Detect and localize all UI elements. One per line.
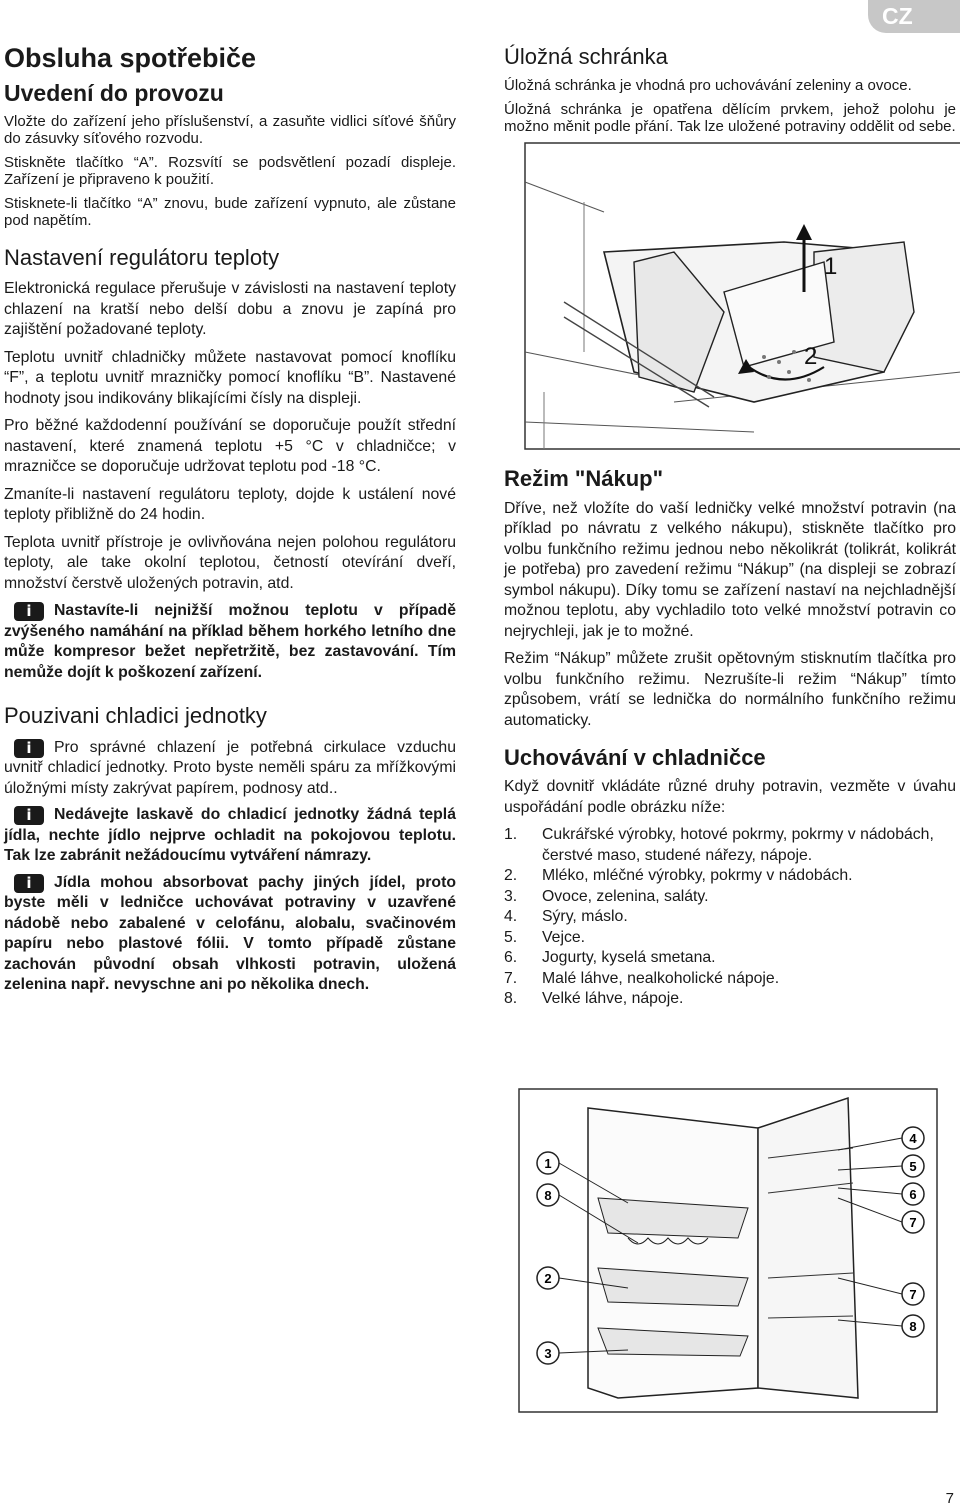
drawer-label-2: 2 bbox=[804, 343, 818, 371]
callout-label: 3 bbox=[544, 1346, 552, 1361]
left-column bbox=[4, 44, 456, 1002]
info-icon: i bbox=[14, 739, 44, 758]
info-icon: i bbox=[14, 602, 44, 621]
page-number: 7 bbox=[945, 1490, 954, 1507]
section-heading-temperature: Nastavení regulátoru teploty bbox=[4, 245, 280, 271]
callout-label: 7 bbox=[909, 1215, 917, 1230]
right-column bbox=[504, 44, 956, 1020]
list-item: 1. Cukrářské výrobky, hotové pokrmy, pokrmy v nádobách, čerstvé maso, studené nářezy, nápoje. bbox=[504, 826, 934, 864]
list-item: 2. Mléko, mléčné výrobky, pokrmy v nádobách. bbox=[504, 867, 853, 885]
note-text: Jídla mohou absorbovat pachy jiných jídel, proto byste měli v ledničce uchovávat potraviny v uzavřené nádobě nebo zabalené v celofánu, alobalu, svačinovém papíru nebo plastové fólii. V tomto případě zůstane zachován původní obsah vlhkosti potravin, uložená zelenina např. nevyschne ani po několika dnech. bbox=[4, 873, 456, 994]
drawer-label-1: 1 bbox=[824, 253, 838, 281]
section-heading-cooling-unit: Pouzivani chladici jednotky bbox=[4, 703, 267, 729]
note-text: Nedávejte laskavě do chladicí jednotky žádná teplá jídla, nechte jídlo nejprve ochladit na pokojovou teplotu. Tak lze zabránit nežádoucímu vytváření námrazy. bbox=[4, 806, 456, 865]
paragraph: Stiskněte tlačítko “A”. Rozsvítí se podsvětlení pozadí displeje. Zařízení je připraveno k použití. bbox=[4, 154, 456, 189]
section-heading-shopping-mode: Režim "Nákup" bbox=[504, 466, 664, 492]
info-note bbox=[4, 738, 456, 800]
drawer-illustration bbox=[524, 142, 960, 452]
list-item: 4. Sýry, máslo. bbox=[504, 908, 628, 926]
info-icon: i bbox=[14, 874, 44, 893]
paragraph: Úložná schránka je vhodná pro uchovávání zeleniny a ovoce. bbox=[504, 77, 912, 95]
callout-label: 6 bbox=[909, 1187, 917, 1202]
list-item: 5. Vejce. bbox=[504, 928, 586, 946]
paragraph: Zmaníte-li nastavení regulátoru teploty, dojde k ustálení nové teploty přibližně do 24 hodin. bbox=[4, 485, 456, 524]
callout-label: 8 bbox=[909, 1319, 917, 1334]
paragraph: Teplota uvnitř přístroje je ovlivňována nejen polohou regulátoru teploty, ale take okolní teplotou, četností otevírání dveří, množství čerstvě uložených potravin, atd. bbox=[4, 533, 456, 592]
callout-label: 2 bbox=[544, 1271, 552, 1286]
info-note bbox=[4, 873, 456, 996]
paragraph: Když dovnitř vkládáte různé druhy potravin, vezměte v úvahu uspořádání podle obrázku níže: bbox=[504, 778, 956, 816]
paragraph: Teplotu uvnitř chladničky můžete nastavovat pomocí knoflíku “F”, a teplotu uvnitř mrazničky pomocí knoflíku “B”. Nastavené hodnoty jsou indikovány blikajícími čísly na displeji. bbox=[4, 348, 456, 407]
list-item: 8. Velké láhve, nápoje. bbox=[504, 990, 684, 1008]
info-note bbox=[4, 805, 456, 867]
paragraph: Vložte do zařízení jeho příslušenství, a zasuňte vidlici síťové šňůry do zásuvky síťového rozvodu. bbox=[4, 113, 456, 148]
page-title: Obsluha spotřebiče bbox=[4, 43, 257, 73]
callout-label: 8 bbox=[544, 1188, 552, 1203]
list-item: 7. Malé láhve, nealkoholické nápoje. bbox=[504, 969, 780, 987]
info-note bbox=[4, 601, 456, 683]
callout-label: 1 bbox=[544, 1156, 552, 1171]
storage-list bbox=[504, 825, 956, 1010]
paragraph: Pro běžné každodenní používání se doporučuje použít střední nastavení, které znamená teplotu +5 °C v chladničce; v mrazničce se doporučuje udržovat teplotu pod -18 °C. bbox=[4, 417, 456, 476]
paragraph: Režim “Nákup” můžete zrušit opětovným stisknutím tlačítka pro volbu funkčního režimu. Nezrušíte-li režim “Nákup” tímto způsobem, vrátí se lednička do normálního funkčního režimu automaticky. bbox=[504, 650, 956, 729]
callout-label: 7 bbox=[909, 1287, 917, 1302]
paragraph: Stisknete-li tlačítko “A” znovu, bude zařízení vypnuto, ale zůstane pod napětím. bbox=[4, 195, 456, 230]
paragraph: Elektronická regulace přerušuje v závislosti na nastavení teploty chlazení na kratší nebo delší dobu a znovu je zapíná pro zajištění požadované teploty. bbox=[4, 280, 456, 339]
section-heading-startup: Uvedení do provozu bbox=[4, 79, 224, 106]
callout-label: 4 bbox=[909, 1131, 917, 1146]
paragraph: Úložná schránka je opatřena dělícím prvkem, jehož polohu je možno měnit podle přání. Tak lze uložené potraviny oddělit od sebe. bbox=[504, 101, 956, 136]
paragraph: Dříve, než vložíte do vaší ledničky velké množství potravin (na příklad po návratu z velkého nákupu), stiskněte tlačítko pro volbu funkčního režimu jednou nebo několikrát (tolikrát, kolikrát je potřeba) pro zavedení režimu “Nákup” (na displeji se zobrazí symbol nákupu). Díky tomu se zařízení nastaví na nejchladnější možnou teplotu, aby vychladilo toto velké množství potravin co nejrychleji, jak je to možné. bbox=[504, 499, 956, 640]
list-item: 3. Ovoce, zelenina, saláty. bbox=[504, 887, 709, 905]
fridge-layout-illustration bbox=[518, 1088, 938, 1413]
callout-label: 5 bbox=[909, 1159, 917, 1174]
note-text: Pro správné chlazení je potřebná cirkulace vzduchu uvnitř chladicí jednotky. Proto byste neměli spáru za mřížkovými úložnými místy zakrývat papírem, podnosy atd.. bbox=[4, 738, 456, 797]
note-text: Nastavíte-li nejnižší možnou teplotu v případě zvýšeného namáhání na příklad během horkého letního dne může kompresor bežet nepřetržitě, bez zastavování. Tím nemůže dojít k poškození zařízení. bbox=[4, 602, 456, 681]
section-heading-storage-box: Úložná schránka bbox=[504, 44, 668, 69]
language-badge: CZ bbox=[868, 0, 960, 33]
section-heading-fridge-storage: Uchovávání v chladničce bbox=[504, 745, 766, 771]
info-icon: i bbox=[14, 806, 44, 825]
list-item: 6. Jogurty, kyselá smetana. bbox=[504, 949, 716, 967]
